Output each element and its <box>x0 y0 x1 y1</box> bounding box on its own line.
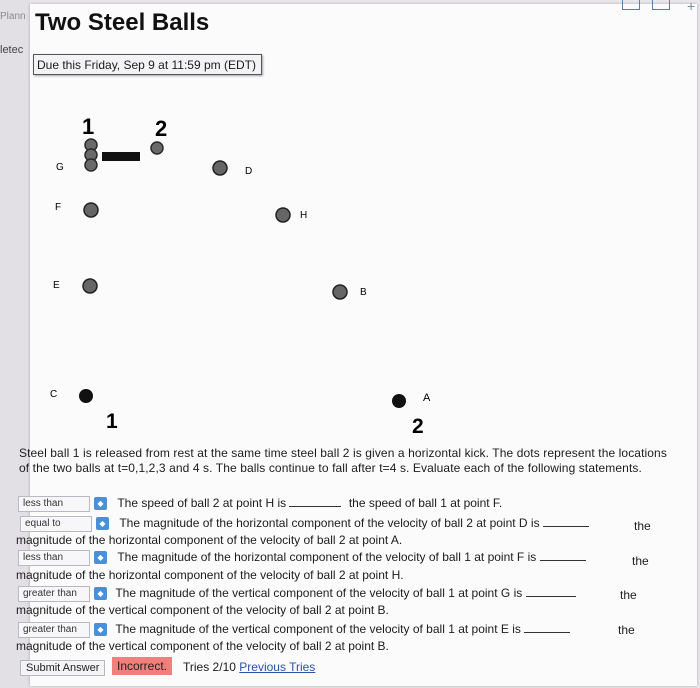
ball1-label: 1 <box>82 114 95 139</box>
point-label-g: G <box>56 162 64 173</box>
answer-select-3[interactable]: less than ◆ <box>18 550 90 566</box>
statement-3: less than ◆ The magnitude of the horizontal component of the velocity of ball 1 at point F is <box>18 549 586 566</box>
ball2-bottom-label: 2 <box>412 415 424 438</box>
statement-2-tail: the <box>634 519 651 533</box>
ball-stack-start <box>85 139 97 171</box>
status-badge: Incorrect. <box>112 657 172 675</box>
statement-4: greater than ◆ The magnitude of the vertical component of the velocity of ball 1 at point G is <box>18 585 576 602</box>
ball2-start-dot <box>151 142 163 154</box>
point-label-a: A <box>423 392 431 404</box>
submit-answer-button[interactable]: Submit Answer <box>20 660 105 676</box>
point-label-c: C <box>50 389 58 400</box>
ball1-bottom-label: 1 <box>106 410 118 433</box>
statement-5-tail: the <box>618 623 635 637</box>
spinner-icon[interactable]: ◆ <box>94 587 107 600</box>
statement-4-tail: the <box>620 588 637 602</box>
statement-5-continuation: magnitude of the vertical component of the velocity of ball 2 at point B. <box>16 639 389 653</box>
point-label-e: E <box>53 280 60 291</box>
launch-bar <box>102 152 140 161</box>
point-label-h: H <box>300 210 308 221</box>
page-title: Two Steel Balls <box>35 9 210 36</box>
sidebar-label-completed: letec <box>0 44 24 56</box>
point-label-b: B <box>360 287 367 298</box>
spinner-icon[interactable]: ◆ <box>94 497 107 510</box>
previous-tries-link[interactable]: Previous Tries <box>239 660 316 674</box>
answer-select-1[interactable]: less than ◆ <box>18 496 90 512</box>
tries-info <box>183 660 315 674</box>
statement-3-continuation: magnitude of the horizontal component of the velocity of ball 2 at point H. <box>16 568 404 582</box>
point-f-dot <box>84 203 98 217</box>
point-label-d: D <box>245 166 253 177</box>
spinner-icon[interactable]: ◆ <box>94 551 107 564</box>
problem-description: Steel ball 1 is released from rest at the same time steel ball 2 is given a horizontal kick. The dots represent the locations of the two balls at t=0,1,2,3 and 4 s. The balls continue to fall after t=4 s. Evaluate each of the following statements. <box>19 446 667 475</box>
statement-5: greater than ◆ The magnitude of the vertical component of the velocity of ball 1 at point E is <box>18 621 570 638</box>
statement-4-continuation: magnitude of the vertical component of the velocity of ball 2 at point B. <box>16 603 389 617</box>
point-c-dot <box>79 389 93 403</box>
statement-2-continuation: magnitude of the horizontal component of the velocity of ball 2 at point A. <box>16 533 403 547</box>
answer-select-4[interactable]: greater than ◆ <box>18 586 90 602</box>
point-a-dot <box>392 394 406 408</box>
spinner-icon[interactable]: ◆ <box>94 623 107 636</box>
spinner-icon[interactable]: ◆ <box>96 517 109 530</box>
statement-1: less than ◆ The speed of ball 2 at point H is the speed of ball 1 at point F. <box>18 495 502 512</box>
due-date: Due this Friday, Sep 9 at 11:59 pm (EDT) <box>33 54 262 75</box>
sidebar-label-plan: Plann <box>0 11 26 22</box>
point-e-dot <box>83 279 97 293</box>
point-b-dot <box>333 285 347 299</box>
point-label-f: F <box>55 202 62 213</box>
answer-select-2[interactable]: equal to ◆ <box>20 516 92 532</box>
point-d-dot <box>213 161 227 175</box>
tries-count: Tries 2/10 <box>183 660 236 674</box>
statement-3-tail: the <box>632 554 649 568</box>
add-icon[interactable]: + <box>687 0 696 14</box>
answer-select-5[interactable]: greater than ◆ <box>18 622 90 638</box>
statement-2: equal to ◆ The magnitude of the horizontal component of the velocity of ball 2 at point D is <box>20 515 589 532</box>
point-h-dot <box>276 208 290 222</box>
ball2-label: 2 <box>155 116 168 141</box>
